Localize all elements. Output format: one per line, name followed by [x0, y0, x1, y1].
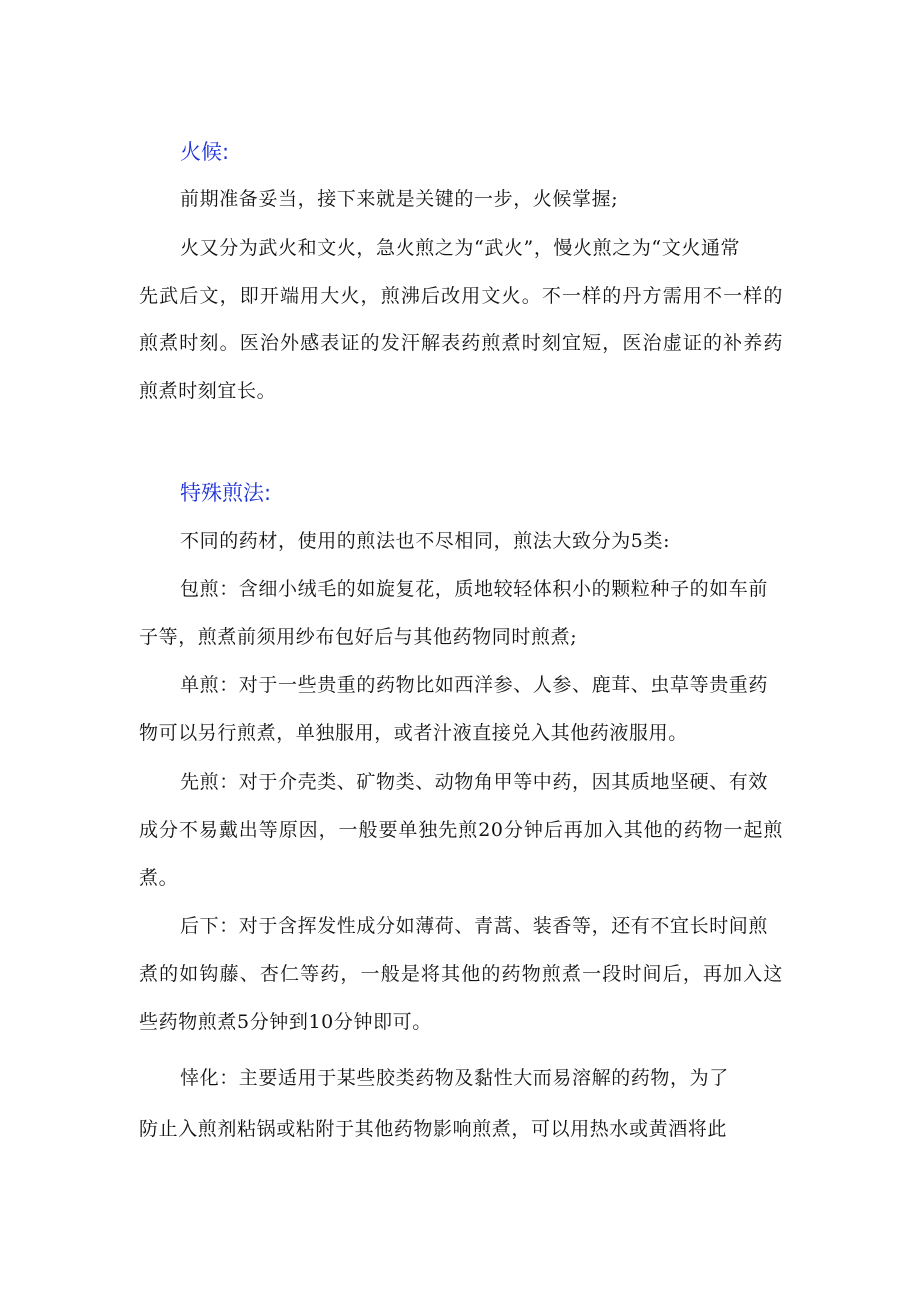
paragraph-line: 防止入煎剂粘锅或粘附于其他药物影响煎煮，可以用热水或黄酒将此	[139, 1118, 728, 1140]
paragraph-line: 悻化：主要适用于某些胶类药物及黏性大而易溶解的药物，为了	[180, 1067, 729, 1089]
paragraph-line: 火又分为武火和文火，急火煎之为“武火”，慢火煎之为“文火通常	[180, 237, 741, 259]
paragraph-line: 前期准备妥当，接下来就是关键的一步，火候掌握;	[180, 188, 619, 210]
paragraph-line: 包煎：含细小绒毛的如旋复花，质地较轻体积小的颗粒种子的如车前	[180, 578, 769, 600]
paragraph-line: 物可以另行煎煮，单独服用，或者汁液直接兑入其他药液服用。	[139, 722, 688, 744]
paragraph-line: 成分不易戴出等原因，一般要单独先煎20分钟后再加入其他的药物一起煎	[139, 819, 783, 841]
paragraph-line: 煮。	[139, 867, 179, 889]
paragraph-line: 先煎：对于介壳类、矿物类、动物角甲等中药，因其质地坚硬、有效	[180, 771, 769, 793]
paragraph-line: 煎煮时刻。医治外感表证的发汗解表药煎煮时刻宜短，医治虚证的补养药	[139, 332, 783, 354]
paragraph-line: 单煎：对于一些贵重的药物比如西洋参、人参、鹿茸、虫草等贵重药	[180, 674, 769, 696]
paragraph-line: 后下：对于含挥发性成分如薄荷、青蒿、装香等，还有不宜长时间煎	[180, 915, 769, 937]
heading-special-decoction: 特殊煎法:	[180, 481, 272, 505]
paragraph-line: 不同的药材，使用的煎法也不尽相同，煎法大致分为5类:	[180, 530, 671, 552]
paragraph-line: 子等，煎煮前须用纱布包好后与其他药物同时煎煮;	[139, 626, 578, 648]
paragraph-line: 煎煮时刻宜长。	[139, 380, 277, 402]
paragraph-line: 先武后文，即开端用大火，煎沸后改用文火。不一样的丹方需用不一样的	[139, 285, 783, 307]
paragraph-line: 些药物煎煮5分钟到10分钟即可。	[139, 1011, 432, 1033]
heading-huohou: 火候:	[180, 140, 230, 164]
paragraph-line: 煮的如钩藤、杏仁等药，一般是将其他的药物煎煮一段时间后，再加入这	[139, 963, 783, 985]
